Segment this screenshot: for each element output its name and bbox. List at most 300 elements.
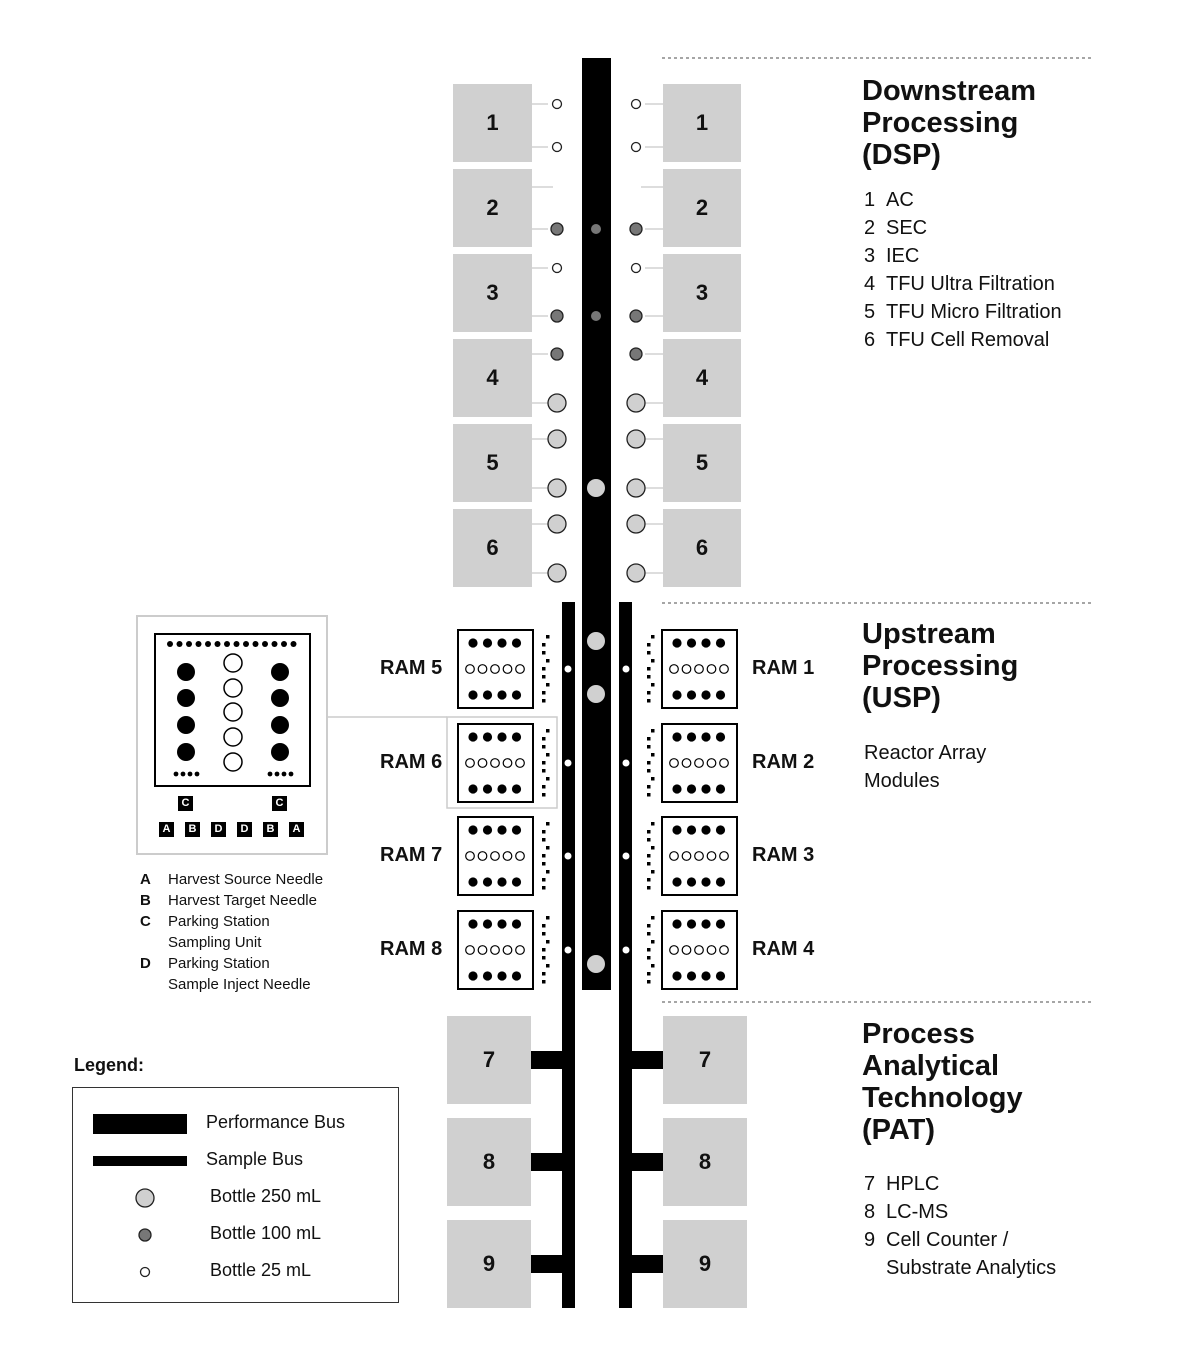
reactor-filled-dot (512, 690, 521, 699)
needle-dot (546, 635, 550, 639)
pat-item-label: Cell Counter / (886, 1229, 1009, 1251)
bottle-100-icon (630, 310, 642, 322)
needle-dot (647, 886, 651, 890)
needle-dot (647, 699, 651, 703)
reactor-filled-dot (701, 690, 710, 699)
dsp-item (864, 186, 914, 214)
inset-filled-dot (177, 716, 195, 734)
pat-module-left: 9 (447, 1220, 531, 1308)
pat-item (864, 1170, 939, 1198)
needle-dot (647, 745, 651, 749)
pat-item-number: 8 (864, 1201, 876, 1223)
inset-filled-dot (177, 689, 195, 707)
needle-dot (542, 854, 546, 858)
dsp-item-number: 5 (864, 301, 876, 323)
inset-top-dot (205, 641, 211, 647)
pat-item-continuation: Substrate Analytics (886, 1257, 1057, 1279)
reactor-open-dot (695, 946, 704, 955)
needle-dot (647, 830, 651, 834)
pat-item-number: 7 (864, 1173, 876, 1195)
inset-top-dot (253, 641, 259, 647)
reactor-open-dot (466, 759, 475, 768)
bottle-100-icon (551, 310, 563, 322)
reactor-open-dot (682, 665, 691, 674)
bottle-25-icon (553, 264, 562, 273)
needle-dot (647, 878, 651, 882)
reactor-filled-dot (716, 690, 725, 699)
inset-small-dot (181, 772, 186, 777)
pat-bus-stub (623, 1051, 663, 1069)
sample-bus-junction (565, 947, 572, 954)
pat-item-label: LC-MS (886, 1201, 949, 1223)
needle-dot (542, 948, 546, 952)
needle-dot (546, 683, 550, 687)
inset-top-dot (177, 641, 183, 647)
reactor-filled-dot (483, 784, 492, 793)
reactor-filled-dot (483, 971, 492, 980)
reactor-filled-dot (497, 690, 506, 699)
inset-top-dot (215, 641, 221, 647)
legend-title: Legend: (74, 1055, 144, 1075)
reactor-open-dot (503, 946, 512, 955)
inset-position-label: B (263, 822, 278, 837)
dsp-module-right: 3 (663, 254, 741, 332)
ram-label-left: RAM 6 (380, 751, 443, 773)
reactor-filled-dot (687, 638, 696, 647)
pat-item-number: 9 (864, 1229, 876, 1251)
reactor-filled-dot (701, 919, 710, 928)
reactor-open-dot (516, 852, 525, 861)
reactor-open-dot (720, 759, 729, 768)
needle-dot (647, 675, 651, 679)
dsp-module-left: 6 (453, 509, 532, 587)
inset-key-text: Sampling Unit (168, 934, 262, 951)
needle-dot (546, 846, 550, 850)
needle-dot (542, 862, 546, 866)
dsp-item-number: 3 (864, 245, 876, 267)
bottle-100-icon (630, 348, 642, 360)
reactor-open-dot (695, 852, 704, 861)
bottle-100-icon (630, 223, 642, 235)
dsp-module-right: 4 (663, 339, 741, 417)
legend-label: Sample Bus (206, 1149, 304, 1169)
reactor-open-dot (682, 946, 691, 955)
needle-dot (647, 737, 651, 741)
inset-small-dot (289, 772, 294, 777)
dsp-item-number: 4 (864, 273, 876, 295)
bottle-250-icon (627, 564, 645, 582)
reactor-filled-dot (672, 919, 681, 928)
needle-dot (546, 659, 550, 663)
needle-dot (647, 769, 651, 773)
needle-dot (546, 940, 550, 944)
inset-key-text: Parking Station (168, 955, 270, 972)
reactor-filled-dot (716, 877, 725, 886)
pat-bus-stub (531, 1153, 571, 1171)
inset-small-dot (275, 772, 280, 777)
needle-dot (542, 667, 546, 671)
reactor-filled-dot (701, 825, 710, 834)
inset-top-dot (291, 641, 297, 647)
legend-label: Bottle 250 mL (210, 1186, 322, 1206)
pat-heading: Process Analytical Technology (PAT) (862, 1018, 1023, 1146)
needle-dot (542, 745, 546, 749)
reactor-open-dot (491, 665, 500, 674)
reactor-filled-dot (701, 732, 710, 741)
legend-label: Bottle 100 mL (210, 1223, 322, 1243)
pat-bus-stub (531, 1255, 571, 1273)
ram-label-left: RAM 5 (380, 657, 443, 679)
inset-position-label: D (237, 822, 252, 837)
reactor-open-dot (707, 665, 716, 674)
bottle-250-icon (548, 564, 566, 582)
reactor-filled-dot (687, 971, 696, 980)
needle-dot (542, 878, 546, 882)
reactor-open-dot (695, 759, 704, 768)
needle-dot (651, 729, 655, 733)
reactor-filled-dot (701, 784, 710, 793)
dsp-item (864, 298, 1062, 326)
reactor-filled-dot (716, 732, 725, 741)
dsp-item (864, 326, 1049, 354)
needle-dot (542, 769, 546, 773)
reactor-filled-dot (716, 825, 725, 834)
reactor-filled-dot (483, 877, 492, 886)
reactor-open-dot (466, 852, 475, 861)
needle-dot (546, 964, 550, 968)
reactor-filled-dot (672, 784, 681, 793)
inset-top-dot (234, 641, 240, 647)
inset-position-label: D (211, 822, 226, 837)
inset-key-letter: C (140, 913, 151, 930)
inset-key-letter: D (140, 955, 151, 972)
needle-dot (651, 916, 655, 920)
inset-top-dot (243, 641, 249, 647)
needle-dot (647, 980, 651, 984)
bottle-250-icon (627, 515, 645, 533)
dsp-module-right: 6 (663, 509, 741, 587)
inset-open-dot (224, 753, 242, 771)
inset-top-dot (272, 641, 278, 647)
reactor-filled-dot (701, 971, 710, 980)
needle-dot (546, 822, 550, 826)
reactor-filled-dot (483, 732, 492, 741)
inset-filled-dot (271, 689, 289, 707)
pat-bus-stub (623, 1153, 663, 1171)
needle-dot (651, 846, 655, 850)
needle-dot (651, 635, 655, 639)
needle-dot (651, 822, 655, 826)
reactor-filled-dot (672, 690, 681, 699)
dsp-module-left: 2 (453, 169, 532, 247)
needle-dot (647, 761, 651, 765)
bottle-250-icon (548, 515, 566, 533)
needle-dot (542, 691, 546, 695)
needle-dot (546, 870, 550, 874)
ram-label-right: RAM 3 (752, 844, 815, 866)
reactor-filled-dot (497, 784, 506, 793)
dsp-module-left: 4 (453, 339, 532, 417)
needle-dot (546, 753, 550, 757)
inset-position-label: B (185, 822, 200, 837)
bottle-250-icon (627, 394, 645, 412)
bottle-25-icon (632, 100, 641, 109)
dsp-item-label: TFU Ultra Filtration (886, 273, 1055, 295)
pat-bus-stub (623, 1255, 663, 1273)
needle-dot (542, 972, 546, 976)
needle-dot (542, 785, 546, 789)
pat-item (864, 1198, 948, 1226)
needle-dot (647, 667, 651, 671)
bottle-250-icon (627, 430, 645, 448)
reactor-filled-dot (497, 638, 506, 647)
needle-dot (647, 956, 651, 960)
reactor-filled-dot (672, 971, 681, 980)
ram-label-right: RAM 2 (752, 751, 815, 773)
needle-dot (542, 793, 546, 797)
pat-item-label: HPLC (886, 1173, 940, 1195)
reactor-open-dot (478, 852, 487, 861)
ram-label-left: RAM 7 (380, 844, 443, 866)
reactor-open-dot (682, 852, 691, 861)
reactor-open-dot (707, 946, 716, 955)
reactor-filled-dot (468, 971, 477, 980)
reactor-filled-dot (497, 732, 506, 741)
reactor-filled-dot (687, 690, 696, 699)
inset-c-label: C (272, 796, 287, 811)
dsp-module-left: 3 (453, 254, 532, 332)
reactor-filled-dot (497, 877, 506, 886)
dsp-module-left: 5 (453, 424, 532, 502)
needle-dot (647, 972, 651, 976)
reactor-filled-dot (468, 732, 477, 741)
bottle-250-icon (587, 479, 605, 497)
dsp-item-label: IEC (886, 245, 920, 267)
sample-bus-left (562, 602, 575, 1308)
inset-top-dot (262, 641, 268, 647)
bottle-100-icon (551, 223, 563, 235)
needle-dot (542, 838, 546, 842)
bottle-100-icon (591, 224, 601, 234)
reactor-open-dot (670, 852, 679, 861)
dsp-item (864, 214, 927, 242)
inset-filled-dot (271, 663, 289, 681)
reactor-open-dot (682, 759, 691, 768)
dsp-item-label: TFU Micro Filtration (886, 301, 1062, 323)
needle-dot (647, 948, 651, 952)
inset-top-dot (281, 641, 287, 647)
reactor-open-dot (503, 665, 512, 674)
inset-key-row (140, 869, 323, 890)
inset-small-dot (174, 772, 179, 777)
needle-dot (542, 737, 546, 741)
reactor-open-dot (466, 665, 475, 674)
reactor-filled-dot (687, 784, 696, 793)
inset-key-text: Harvest Source Needle (168, 871, 324, 888)
inset-key-row (140, 953, 270, 974)
pat-module-right: 9 (663, 1220, 747, 1308)
needle-dot (647, 643, 651, 647)
reactor-filled-dot (483, 638, 492, 647)
reactor-filled-dot (483, 825, 492, 834)
needle-dot (647, 932, 651, 936)
reactor-filled-dot (468, 690, 477, 699)
reactor-filled-dot (512, 877, 521, 886)
bottle-250-icon (627, 479, 645, 497)
needle-dot (542, 830, 546, 834)
reactor-filled-dot (512, 919, 521, 928)
inset-key-letter: A (140, 871, 151, 888)
reactor-open-dot (720, 665, 729, 674)
needle-dot (542, 980, 546, 984)
reactor-filled-dot (687, 919, 696, 928)
inset-key-text: Harvest Target Needle (168, 892, 317, 909)
bottle-250-icon (548, 479, 566, 497)
bottle-250-icon (587, 955, 605, 973)
needle-dot (542, 651, 546, 655)
needle-dot (651, 870, 655, 874)
reactor-filled-dot (716, 971, 725, 980)
reactor-filled-dot (483, 690, 492, 699)
reactor-filled-dot (512, 784, 521, 793)
bottle-250-icon (548, 394, 566, 412)
reactor-open-dot (478, 759, 487, 768)
dsp-module-right: 2 (663, 169, 741, 247)
inset-top-dot (196, 641, 202, 647)
dsp-item-label: TFU Cell Removal (886, 329, 1050, 351)
needle-dot (542, 886, 546, 890)
sample-bus-junction (565, 760, 572, 767)
reactor-filled-dot (672, 825, 681, 834)
inset-open-dot (224, 728, 242, 746)
reactor-filled-dot (497, 825, 506, 834)
pat-bus-stub (531, 1051, 571, 1069)
inset-top-dot (224, 641, 230, 647)
inset-position-label: A (159, 822, 174, 837)
dsp-item (864, 270, 1055, 298)
reactor-open-dot (720, 946, 729, 955)
reactor-filled-dot (512, 825, 521, 834)
reactor-open-dot (491, 852, 500, 861)
reactor-filled-dot (687, 877, 696, 886)
reactor-filled-dot (468, 638, 477, 647)
sample-bus-junction (623, 853, 630, 860)
bottle-100-icon (551, 348, 563, 360)
inset-small-dot (188, 772, 193, 777)
reactor-filled-dot (512, 971, 521, 980)
needle-dot (651, 940, 655, 944)
reactor-open-dot (670, 759, 679, 768)
needle-dot (647, 651, 651, 655)
inset-key-text: Sample Inject Needle (168, 976, 311, 993)
reactor-filled-dot (483, 919, 492, 928)
needle-dot (647, 854, 651, 858)
bottle-250-icon (587, 632, 605, 650)
needle-dot (647, 862, 651, 866)
reactor-open-dot (503, 852, 512, 861)
usp-subtitle: Reactor Array Modules (864, 742, 987, 792)
dsp-item-label: SEC (886, 217, 928, 239)
dsp-module-left: 1 (453, 84, 532, 162)
reactor-open-dot (516, 759, 525, 768)
reactor-filled-dot (497, 919, 506, 928)
reactor-filled-dot (687, 732, 696, 741)
inset-key-row (140, 890, 317, 911)
needle-dot (542, 956, 546, 960)
pat-item (864, 1226, 1008, 1254)
needle-dot (647, 793, 651, 797)
legend-label: Bottle 25 mL (210, 1260, 312, 1280)
reactor-open-dot (478, 946, 487, 955)
dsp-module-right: 5 (663, 424, 741, 502)
ram-label-right: RAM 4 (752, 938, 815, 960)
inset-c-label: C (178, 796, 193, 811)
bottle-250-icon (548, 430, 566, 448)
reactor-filled-dot (468, 784, 477, 793)
needle-dot (542, 924, 546, 928)
inset-key-text: Parking Station (168, 913, 270, 930)
needle-dot (542, 932, 546, 936)
inset-filled-dot (271, 743, 289, 761)
sample-bus-junction (623, 947, 630, 954)
legend-label: Performance Bus (206, 1112, 346, 1132)
bottle-25-icon (632, 143, 641, 152)
ram-label-left: RAM 8 (380, 938, 443, 960)
inset-filled-dot (271, 716, 289, 734)
reactor-filled-dot (512, 638, 521, 647)
dsp-item-label: AC (886, 189, 914, 211)
reactor-open-dot (695, 665, 704, 674)
reactor-filled-dot (512, 732, 521, 741)
reactor-open-dot (670, 665, 679, 674)
inset-small-dot (268, 772, 273, 777)
reactor-filled-dot (716, 784, 725, 793)
usp-heading: Upstream Processing (USP) (862, 618, 1019, 714)
inset-small-dot (282, 772, 287, 777)
needle-dot (542, 761, 546, 765)
reactor-filled-dot (672, 638, 681, 647)
pat-module-right: 7 (663, 1016, 747, 1104)
needle-dot (647, 838, 651, 842)
inset-top-dot (186, 641, 192, 647)
dsp-module-right: 1 (663, 84, 741, 162)
dsp-heading: Downstream Processing (DSP) (862, 75, 1037, 171)
reactor-filled-dot (672, 877, 681, 886)
inset-filled-dot (177, 743, 195, 761)
reactor-filled-dot (687, 825, 696, 834)
needle-dot (546, 777, 550, 781)
needle-dot (546, 916, 550, 920)
reactor-open-dot (516, 665, 525, 674)
needle-dot (651, 683, 655, 687)
inset-filled-dot (177, 663, 195, 681)
pat-module-left: 8 (447, 1118, 531, 1206)
inset-top-dot (167, 641, 173, 647)
reactor-open-dot (670, 946, 679, 955)
reactor-open-dot (503, 759, 512, 768)
reactor-filled-dot (701, 877, 710, 886)
reactor-open-dot (707, 759, 716, 768)
bottle-250-icon (587, 685, 605, 703)
needle-dot (647, 924, 651, 928)
dsp-item-number: 1 (864, 189, 876, 211)
inset-key-letter: B (140, 892, 151, 909)
sample-bus-junction (565, 853, 572, 860)
reactor-open-dot (707, 852, 716, 861)
bottle-25-icon (632, 264, 641, 273)
reactor-open-dot (720, 852, 729, 861)
inset-position-label: A (289, 822, 304, 837)
